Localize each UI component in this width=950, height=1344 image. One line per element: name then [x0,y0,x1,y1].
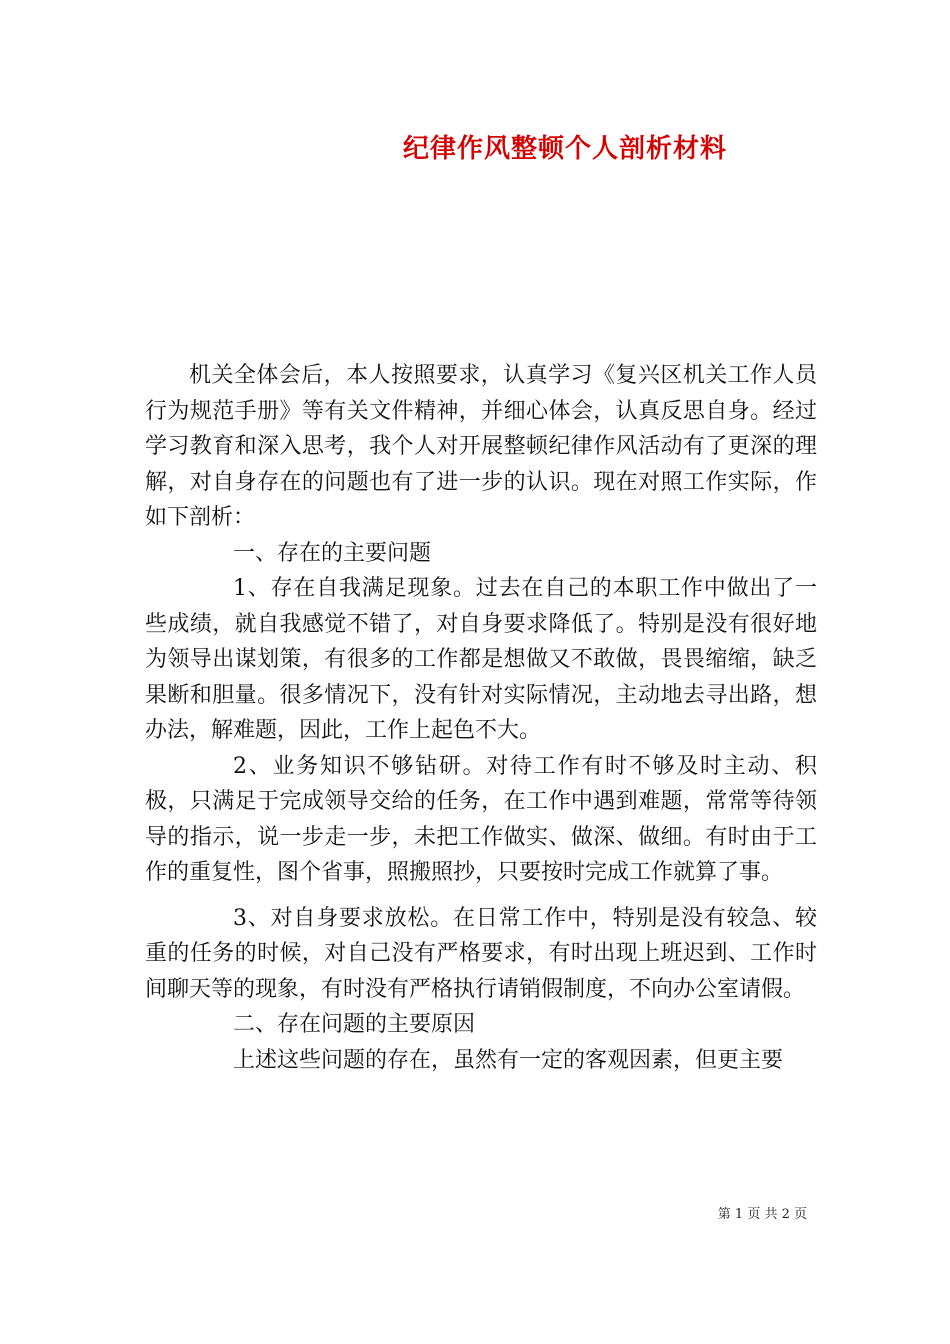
page-number-footer: 第 1 页 共 2 页 [717,1207,807,1222]
paragraph-problem-3: 3、对自身要求放松。在日常工作中，特别是没有较急、较重的任务的时候，对自己没有严格要求，有时出现上班迟到、工作时间聊天等的现象，有时没有严格执行请销假制度，不向办公室请假。 [145,905,817,1002]
paragraph-intro: 机关全体会后，本人按照要求，认真学习《复兴区机关工作人员行为规范手册》等有关文件精神，并细心体会，认真反思自身。经过学习教育和深入思考，我个人对开展整顿纪律作风活动有了更深的理解，对自身存在的问题也有了进一步的认识。现在对照工作实际，作如下剖析： [145,363,817,530]
paragraph-causes: 上述这些问题的存在，虽然有一定的客观因素，但更主要 [233,1047,784,1073]
section-heading-problems: 一、存在的主要问题 [233,540,432,566]
paragraph-problem-2: 2、业务知识不够钻研。对待工作有时不够及时主动、积极，只满足于完成领导交给的任务，在工作中遇到难题，常常等待领导的指示，说一步走一步，未把工作做实、做深、做细。有时由于工作的重复性，图个省事，照搬照抄，只要按时完成工作就算了事。 [145,753,817,885]
document-body [145,358,817,1078]
section-heading-causes: 二、存在问题的主要原因 [233,1012,476,1037]
document-title: 纪律作风整顿个人剖析材料 [402,134,727,164]
paragraph-problem-1: 1、存在自我满足现象。过去在自己的本职工作中做出了一些成绩，就自我感觉不错了，对自身要求降低了。特别是没有很好地为领导出谋划策，有很多的工作都是想做又不敢做，畏畏缩缩，缺乏果断和胆量。很多情况下，没有针对实际情况，主动地去寻出路，想办法，解难题，因此，工作上起色不大。 [145,576,817,743]
